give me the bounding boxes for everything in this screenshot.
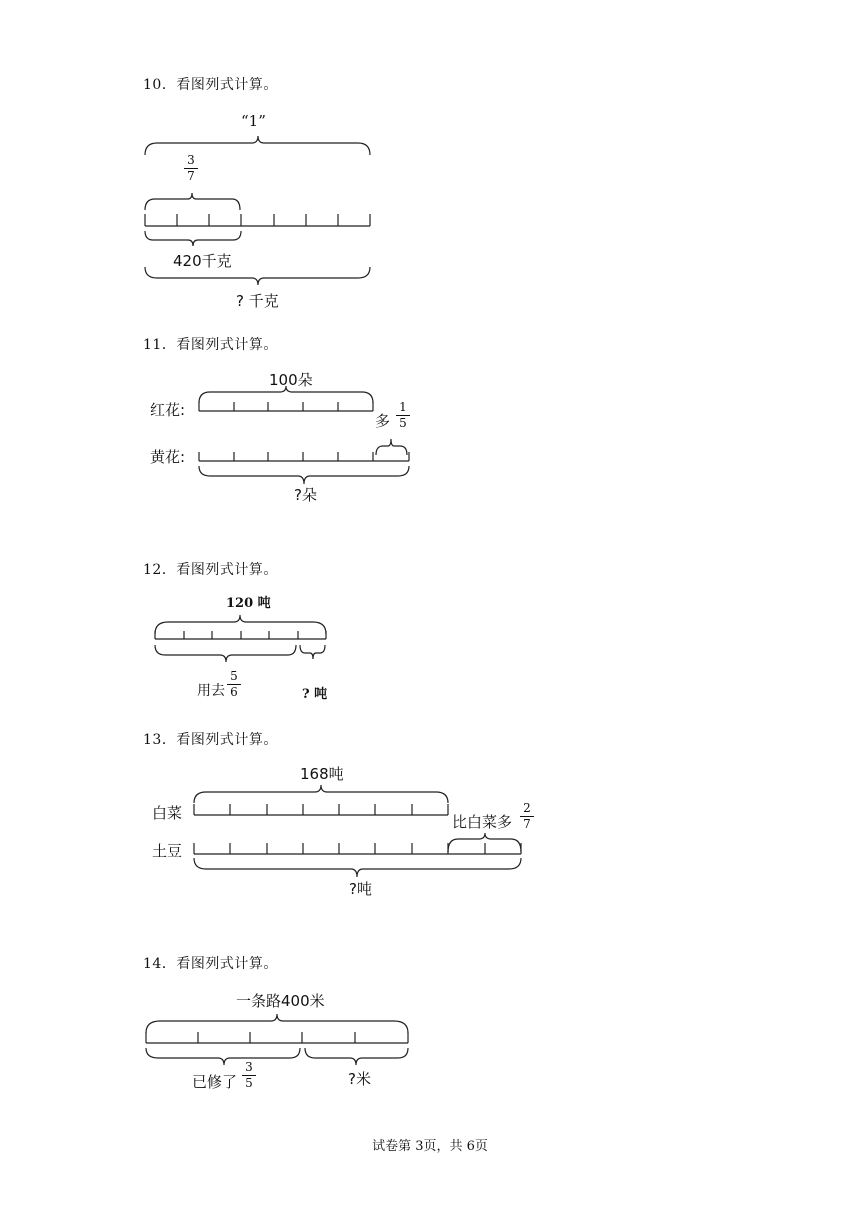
q11-frac-num: 1 — [399, 400, 407, 414]
q11-top-label: 100朵 — [269, 371, 313, 389]
q14-frac-den: 5 — [245, 1076, 253, 1090]
q11-yellow-ticks — [199, 452, 409, 461]
q12-used-brace — [155, 645, 296, 662]
q11-more-label: 多 — [375, 412, 391, 430]
q11-red-label: 红花: — [150, 401, 186, 419]
q10-inner-label: 420千克 — [173, 252, 232, 270]
q13-potato-label: 土豆 — [152, 842, 183, 860]
q11-yellow-label: 黄花: — [150, 448, 186, 466]
q14-rest-label: ?米 — [348, 1070, 371, 1088]
q11-title: 11．看图列式计算。 — [143, 337, 278, 353]
q14-frac-num: 3 — [245, 1060, 253, 1074]
q13-bottom-label: ?吨 — [349, 880, 372, 898]
q13-top-brace — [194, 785, 448, 803]
q10-top-brace — [145, 136, 370, 155]
q13-cabbage-label: 白菜 — [152, 804, 183, 822]
q14-ticks — [146, 1032, 408, 1043]
q12-fraction — [227, 670, 241, 699]
q12-ticks — [155, 631, 326, 639]
q10-title: 10．看图列式计算。 — [143, 77, 278, 93]
q13-top-label: 168吨 — [300, 765, 344, 783]
q14-repaired-brace — [146, 1048, 300, 1065]
q11-fraction — [396, 401, 410, 430]
q10-frac-brace — [145, 193, 240, 210]
q10-top-label: “1” — [241, 112, 266, 130]
q12-diagram — [155, 615, 326, 662]
q11-bottom-brace — [199, 466, 409, 484]
q10-fraction — [184, 154, 198, 183]
q13-fraction — [520, 802, 534, 831]
q13-bottom-brace — [194, 858, 521, 877]
q14-title: 14．看图列式计算。 — [143, 956, 278, 972]
q14-top-label: 一条路400米 — [236, 992, 325, 1010]
page-footer: 试卷第 3页，共 6页 — [372, 1139, 488, 1154]
q12-used-label: 用去 — [197, 683, 225, 699]
q13-potato-ticks — [194, 843, 521, 854]
q14-rest-brace — [305, 1048, 408, 1065]
q12-frac-num: 5 — [230, 669, 238, 683]
q12-rest-brace — [300, 645, 325, 659]
q14-fraction — [242, 1061, 256, 1090]
q11-red-ticks — [199, 402, 373, 411]
q10-inner-bottom-brace — [145, 231, 241, 246]
q11-diagram — [199, 386, 409, 484]
q11-frac-den: 5 — [399, 416, 407, 430]
q13-frac-num: 2 — [523, 801, 531, 815]
q13-frac-den: 7 — [523, 817, 531, 831]
q13-more-label: 比白菜多 — [452, 813, 513, 831]
q12-title: 12．看图列式计算。 — [143, 562, 278, 578]
q10-frac-den: 7 — [187, 169, 195, 183]
q10-outer-label: ? 千克 — [236, 292, 279, 310]
q11-bottom-label: ?朵 — [294, 486, 317, 504]
q12-frac-den: 6 — [230, 685, 238, 699]
q14-diagram — [146, 1014, 408, 1065]
q11-more-brace — [376, 439, 407, 455]
q14-repaired-label: 已修了 — [192, 1073, 238, 1091]
q14-top-brace — [146, 1014, 408, 1033]
q13-cabbage-ticks — [194, 804, 448, 815]
q10-frac-num: 3 — [187, 153, 195, 167]
q13-title: 13．看图列式计算。 — [143, 732, 278, 748]
q12-top-label: 120 吨 — [226, 596, 271, 611]
q10-ticks — [145, 214, 370, 226]
q12-rest-label: ? 吨 — [302, 687, 328, 702]
